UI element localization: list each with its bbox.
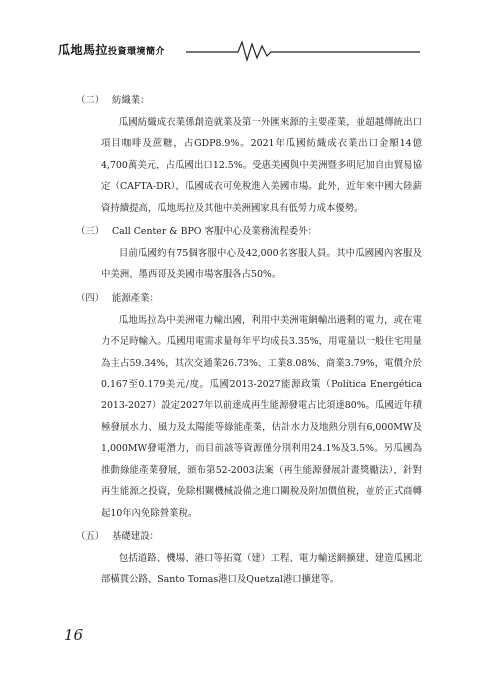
section-heading [76,288,422,310]
page-number: 16 [64,626,84,644]
section-paragraph: 瓜地馬拉為中美洲電力輸出國，利用中美洲電網輸出過剩的電力，或在電力不足時輸入。瓜國用電需求量每年平均成長3.35%，用電量以一般住宅用量為主占59.34%，其次交通業26.73%、工業8.08%、商業3.79%，電價介於0.167至0.179美元/度。瓜國2013-2027能源政策（Política Energética 2013-2027）設定2027年以前達成再生能源發電占比須達80%。瓜國近年積極發展水力、風力及太陽能等綠能產業，估計水力及地熱分別有6,000MW及1,000MW發電潛力，而目前該等資源僅分別利用24.1%及3.5%。另瓜國為推動綠能產業發展，頒布第52-2003法案（再生能源發展計畫獎勵法），針對再生能源之投資，免除相關機械設備之進口關稅及附加價值稅，並於正式商轉起10年內免除營業稅。 [101,314,422,519]
section-number: （三） [76,226,105,238]
section-title: Call Center & BPO 客服中心及業務流程委外： [112,226,317,238]
section-paragraph: 目前瓜國約有75個客服中心及42,000名客服人員。其中瓜國國內客服及中美洲、墨西哥及美國市場客服各占50%。 [101,248,422,281]
section-paragraph: 瓜國紡織成衣業係創造就業及第一外匯來源的主要產業，並超越傳統出口項目咖啡及蔗糖，占GDP8.9%。2021年瓜國紡織成衣業出口金額14億4,700萬美元，占瓜國出口12.5%。受惠美國與中美洲暨多明尼加自由貿易協定（CAFTA-DR），瓜國成衣可免稅進入美國市場。此外，近年來中國大陸薪資持續提高，瓜地馬拉及其他中美洲國家具有低勞力成本優勢。 [101,117,422,214]
section-number: （五） [76,530,105,542]
document-body [76,90,422,593]
section-paragraph: 包括道路、機場、港口等拓寬（建）工程、電力輸送網擴建、建造瓜國北部橫貫公路、Santo Tomas港口及Quetzal港口擴建等。 [101,552,422,586]
section-heading [76,526,422,548]
header-title-sub: 投資環境簡介 [108,47,166,57]
section-heading [76,90,422,112]
header-title [58,41,165,58]
section-call-center [76,221,422,286]
section-number: （四） [76,292,105,304]
section-textiles [76,90,422,219]
running-header [58,38,420,62]
section-title: 紡織業： [112,95,150,106]
section-energy [76,288,422,524]
section-number: （二） [76,95,105,106]
section-infrastructure [76,526,422,591]
section-heading [76,221,422,243]
header-title-main: 瓜地馬拉 [58,43,109,57]
section-title: 基礎建設： [112,530,159,542]
section-title: 能源產業： [112,292,159,304]
